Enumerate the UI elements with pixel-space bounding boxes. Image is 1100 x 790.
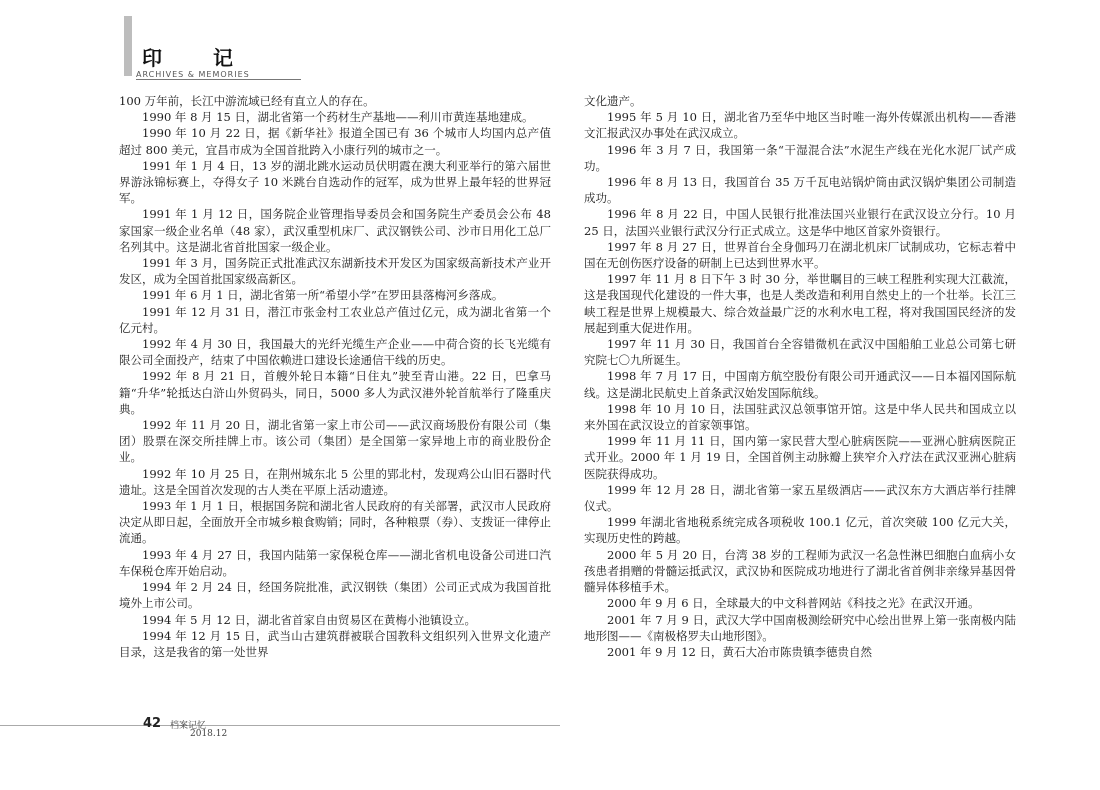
paragraph: 1994 年 5 月 12 日，湖北省首家自由贸易区在黄梅小池镇设立。 <box>142 612 476 627</box>
left-text-column <box>119 93 551 660</box>
journal-name: 档案记忆 <box>170 721 207 731</box>
header-divider <box>136 79 301 80</box>
paragraph: 1997 年 11 月 8 日下午 3 时 30 分，举世瞩目的三峡工程胜利实现大江截流，这是我国现代化建设的一件大事，也是人类改造和利用自然史上的一个壮举。长江三峡工程是世界上规模最大、综合效益最广泛的水利水电工程，将对我国国民经济的发展起到重大促进作用。 <box>584 272 1016 335</box>
paragraph: 1992 年 8 月 21 日，首艘外轮日本籍“日住丸”驶至青山港。22 日，巴拿马籍“升华”轮抵达白浒山外贸码头，同日，5000 多人为武汉港外轮首航举行了隆重庆典。 <box>119 369 551 416</box>
paragraph: 1999 年湖北省地税系统完成各项税收 100.1 亿元，首次突破 100 亿元大关，实现历史性的跨越。 <box>584 515 1016 546</box>
paragraph: 1996 年 8 月 13 日，我国首台 35 万千瓦电站锅炉筒由武汉锅炉集团公司制造成功。 <box>584 175 1016 206</box>
paragraph: 1998 年 7 月 17 日，中国南方航空股份有限公司开通武汉——日本福冈国际航线。这是湖北民航史上首条武汉始发国际航线。 <box>584 369 1016 400</box>
paragraph: 1998 年 10 月 10 日，法国驻武汉总领事馆开馆。这是中华人民共和国成立以来外国在武汉设立的首家领事馆。 <box>584 401 1016 433</box>
paragraph: 文化遗产。 <box>584 94 642 108</box>
paragraph: 1990 年 10 月 22 日，据《新华社》报道全国已有 36 个城市人均国内总产值超过 800 美元，宜昌市成为全国首批跨入小康行列的城市之一。 <box>119 126 551 157</box>
paragraph: 1990 年 8 月 15 日，湖北省第一个药材生产基地——利川市黄连基地建成。 <box>142 110 534 125</box>
footer-divider <box>0 725 560 726</box>
paragraph: 1994 年 2 月 24 日，经国务院批准，武汉钢铁（集团）公司正式成为我国首批境外上市公司。 <box>119 580 551 611</box>
paragraph: 1992 年 4 月 30 日，我国最大的光纤光缆生产企业——中荷合资的长飞光缆有限公司全面投产，结束了中国依赖进口建设长途通信干线的历史。 <box>119 337 551 368</box>
paragraph: 1992 年 10 月 25 日，在荆州城东北 5 公里的郢北村，发现鸡公山旧石器时代遗址。这是全国首次发现的古人类在平原上活动遗迹。 <box>119 466 551 497</box>
paragraph: 1991 年 3 月，国务院正式批准武汉东湖新技术开发区为国家级高新技术产业开发区，成为全国首批国家级高新区。 <box>119 256 551 287</box>
header-accent-bar <box>124 16 132 76</box>
paragraph: 1993 年 4 月 27 日，我国内陆第一家保税仓库——湖北省机电设备公司进口汽车保税仓库开始启动。 <box>119 547 551 578</box>
paragraph: 1997 年 11 月 30 日，我国首台全容错微机在武汉中国船舶工业总公司第七研究院七〇九所诞生。 <box>584 337 1016 368</box>
issue-date: 2018.12 <box>190 729 228 739</box>
right-text-column <box>584 93 1016 660</box>
paragraph: 1991 年 6 月 1 日，湖北省第一所“希望小学”在罗田县落梅河乡落成。 <box>142 288 504 303</box>
paragraph: 2001 年 7 月 9 日，武汉大学中国南极测绘研究中心绘出世界上第一张南极内陆地形图——《南极格罗夫山地形图》。 <box>584 612 1016 643</box>
paragraph: 1991 年 1 月 12 日，国务院企业管理指导委员会和国务院生产委员会公布 48 家国家一级企业名单（48 家），武汉重型机床厂、武汉钢铁公司、沙市日用化工总厂名列其中。这是湖北省首批国家一级企业。 <box>119 207 551 254</box>
paragraph: 2000 年 9 月 6 日，全球最大的中文科普网站《科技之光》在武汉开通。 <box>607 596 980 611</box>
paragraph: 2001 年 9 月 12 日，黄石大冶市陈贵镇李德贵自然 <box>607 644 872 659</box>
section-title: 印 记 <box>142 46 255 70</box>
paragraph: 1996 年 8 月 22 日，中国人民银行批准法国兴业银行在武汉设立分行。10 月 25 日，法国兴业银行武汉分行正式成立。这是华中地区首家外资银行。 <box>584 207 1016 238</box>
paragraph: 1992 年 11 月 20 日，湖北省第一家上市公司——武汉商场股份有限公司（集团）股票在深交所挂牌上市。该公司（集团）是全国第一家异地上市的商业股份企业。 <box>119 418 551 465</box>
paragraph: 1997 年 8 月 27 日，世界首台全身伽玛刀在湖北机床厂试制成功，它标志着中国在无创伤医疗设备的研制上已达到世界水平。 <box>584 239 1016 271</box>
page-number: 42 <box>143 716 162 731</box>
section-subtitle: ARCHIVES & MEMORIES <box>136 70 250 79</box>
paragraph: 1995 年 5 月 10 日，湖北省乃至华中地区当时唯一海外传媒派出机构——香港文汇报武汉办事处在武汉成立。 <box>584 110 1016 141</box>
paragraph: 1991 年 12 月 31 日，潜江市张金村工农业总产值过亿元，成为湖北省第一个亿元村。 <box>119 304 551 335</box>
paragraph: 1993 年 1 月 1 日，根据国务院和湖北省人民政府的有关部署，武汉市人民政府决定从即日起，全面放开全市城乡粮食购销；同时，各种粮票（券）、支拨证一律停止流通。 <box>119 499 551 546</box>
paragraph: 100 万年前，长江中游流域已经有直立人的存在。 <box>119 94 375 108</box>
paragraph: 1991 年 1 月 4 日，13 岁的湖北跳水运动员伏明霞在澳大利亚举行的第六届世界游泳锦标赛上，夺得女子 10 米跳台自选动作的冠军，成为世界上最年轻的世界冠军。 <box>119 158 551 206</box>
paragraph: 1994 年 12 月 15 日，武当山古建筑群被联合国教科文组织列入世界文化遗产目录，这是我省的第一处世界 <box>119 628 551 659</box>
paragraph: 1999 年 11 月 11 日，国内第一家民营大型心脏病医院——亚洲心脏病医院正式开业。2000 年 1 月 19 日，全国首例主动脉瓣上狭窄介入疗法在武汉亚洲心脏病医院获得成功。 <box>584 434 1016 481</box>
paragraph: 1999 年 12 月 28 日，湖北省第一家五星级酒店——武汉东方大酒店举行挂牌仪式。 <box>584 482 1016 514</box>
paragraph: 2000 年 5 月 20 日，台湾 38 岁的工程师为武汉一名急性淋巴细胞白血病小女孩患者捐赠的骨髓运抵武汉，武汉协和医院成功地进行了湖北省首例非亲缘异基因骨髓异体移植手术。 <box>584 547 1016 595</box>
paragraph: 1996 年 3 月 7 日，我国第一条“干湿混合法”水泥生产线在光化水泥厂试产成功。 <box>584 142 1016 173</box>
